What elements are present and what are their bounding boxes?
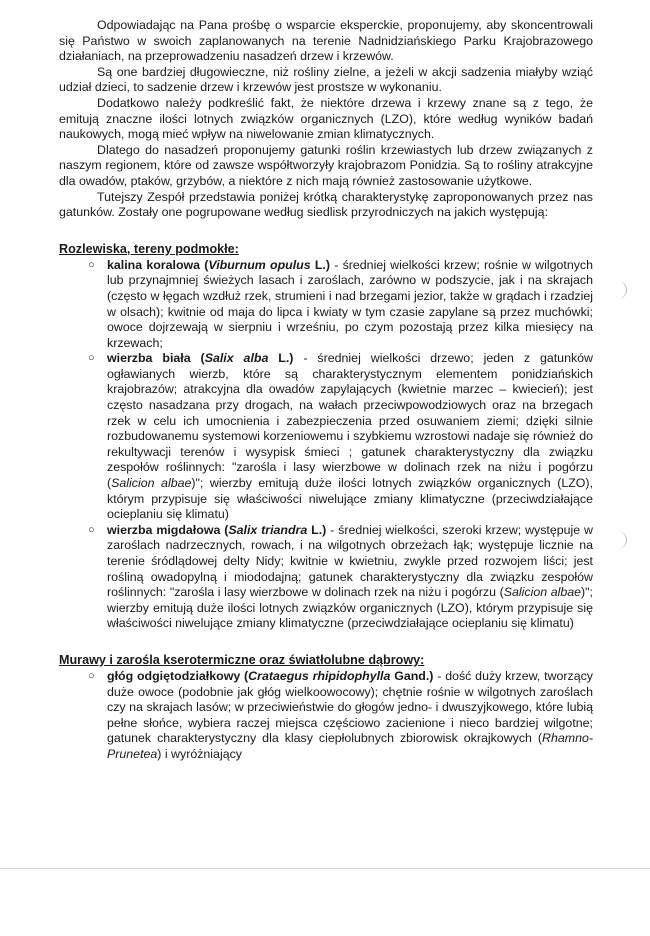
species-latin-name: Salix alba [204,351,269,366]
species-author: Gand.) [390,668,434,683]
species-item-glog [88,668,593,763]
species-description-end: ) i wyróżniający [157,746,242,761]
species-description: - średniej wielkości krzew; rośnie w wilgotnych lub przynajmniej świeżych lasach i zaroślach, zarówno w podszycie, jak i na skrajach (często w łęgach wzdłuż rzek, strumieni i nad brzegami jezior, także w grądach i rzadziej w olsach); kwitnie od maja do lipca i kwiaty w tym czasie zapylane są przez muchówki; owoce dojrzewają w sierpniu i wrześniu, po czym pozostają przez kilka miesięcy na krzewach; [107,257,593,350]
list-bullet: ○ [88,669,95,682]
intro-paragraph-1: Odpowiadając na Pana prośbę o wsparcie eksperckie, proponujemy, aby skoncentrowali się Państwo w swoich zaplanowanych na terenie Nadnidziańskiego Parku Krajobrazowego działaniach, na przeprowadzeniu nasadzeń drzew i krzewów. [59,18,593,64]
species-name: wierzba biała ( [107,351,205,366]
species-description: - średniej wielkości drzewo; jeden z gatunków ogławianych wierzb, które są charakterystycznym elementem ponidziańskich krajobrazów; atrakcyjna dla owadów zapylających (kwietnie marzec – kwiecień); jest często nasadzana przy drogach, na wałach przeciwpowodziowych oraz na brzegach rzek w celu ich umocnienia i zabezpieczenia przed osuwaniem ziemi; dzięki silnie rozbudowanemu systemowi korzeniowemu i szybkiemu wzrostowi nadaje się również do rekultywacji terenów i wysypisk śmieci ; gatunek charakterystyczny dla związku zespołów roślinnych: "zarośla i lasy wierzbowe w dolinach rzek na niżu i pogórzu ( [107,351,593,491]
species-name: głóg odgiętodziałkowy ( [107,668,249,683]
list-bullet: ○ [88,258,95,271]
species-list-wetlands [59,258,593,632]
species-description: - średniej wielkości, szeroki krzew; występuje w zaroślach nadrzecznych, rowach, i na wilgotnych obrzeżach łąk; występuje licznie na terenie śródlądowej delty Nidy; kwitnie w kwietniu, zwykle przed rozwojem liści; jest rośliną owadopylną i miododajną; gatunek charakterystyczny dla związku zespołów roślinnych: "zarośla i lasy wierzbowe w dolinach rzek na niżu i pogórzu ( [107,522,593,600]
species-description-end: )"; wierzby emitują duże ilości lotnych związków organicznych (LZO), którym przypisuje się właściwości niwelujące zmiany klimatyczne (przeciwdziałające ocieplaniu się klimatu) [107,585,593,631]
species-latin-name: Salix triandra [228,522,308,537]
list-bullet: ○ [88,523,95,536]
page-bottom-divider [0,868,650,869]
list-bullet: ○ [88,352,95,365]
plant-association-name: Salicion albae [503,585,582,600]
species-author: L.) [268,351,294,366]
intro-paragraph-2: Są one bardziej długowieczne, niż rośliny zielne, a jeżeli w akcji sadzenia miałyby wziąć udział dzieci, to sadzenie drzew i krzewów jest prostsze w wykonaniu. [59,64,593,95]
species-item-wierzba-biala [88,351,594,523]
species-latin-name: Viburnum opulus [208,257,311,272]
scan-margin-mark [612,531,627,549]
species-list-xerothermic [59,669,593,763]
species-description: - dość duży krzew, tworzący duże owoce (podobnie jak głóg wielkoowocowy); chętnie rośnie w wilgotnych zaroślach czy na skrajach lasów; w przeciwieństwie do głogów jedno- i dwuszyjkowego, które lubią pełne słońce, wybiera raczej miejsca częściowo zacienione i nieco bardziej wilgotne; gatunek charakterystyczny dla klasy ciepłolubnych zbiorowisk okrajkowych ( [107,668,593,746]
species-name: kalina koralowa ( [107,257,209,272]
scan-margin-mark [612,281,627,299]
intro-paragraph-3: Dodatkowo należy podkreślić fakt, że niektóre drzewa i krzewy znane są z tego, że emitują znaczne ilości lotnych związków organicznych (LZO), które według wyników badań naukowych, mogą mieć wpływ na niwelowanie zmian klimatycznych. [59,95,593,142]
species-author: L.) [310,257,330,272]
species-description-end: )"; wierzby emitują duże ilości lotnych związków organicznych (LZO), którym przypisuje się właściwości niwelujące zmiany klimatyczne (przeciwdziałające ocieplaniu się klimatu) [107,476,594,522]
intro-paragraph-5: Tutejszy Zespół przedstawia poniżej krótką charakterystykę zaproponowanych przez nas gatunków. Zostały one pogrupowane według siedlisk przyrodniczych na jakich występują: [59,189,593,220]
plant-association-name: Salicion albae [111,476,192,491]
species-item-wierzba-migdalowa [88,522,593,632]
species-latin-name: Crataegus rhipidophylla [248,668,391,683]
plant-association-name: Rhamno-Prunetea [107,731,593,761]
intro-paragraph-4: Dlatego do nasadzeń proponujemy gatunki roślin krzewiastych lub drzew związanych z naszym regionem, które od zawsze współtworzyły krajobrazom Ponidzia. Są to rośliny atrakcyjne dla owadów, ptaków, grzybów, a niektóre z nich mają również zastosowanie użytkowe. [59,142,593,188]
species-name: wierzba migdałowa ( [107,522,229,537]
section-heading-wetlands: Rozlewiska, tereny podmokłe: [59,241,239,256]
letter-body [59,18,593,763]
section-heading-xerothermic: Murawy i zarośla kserotermiczne oraz światłolubne dąbrowy: [59,652,425,667]
species-author: L.) [307,522,327,537]
species-item-kalina [88,257,593,352]
